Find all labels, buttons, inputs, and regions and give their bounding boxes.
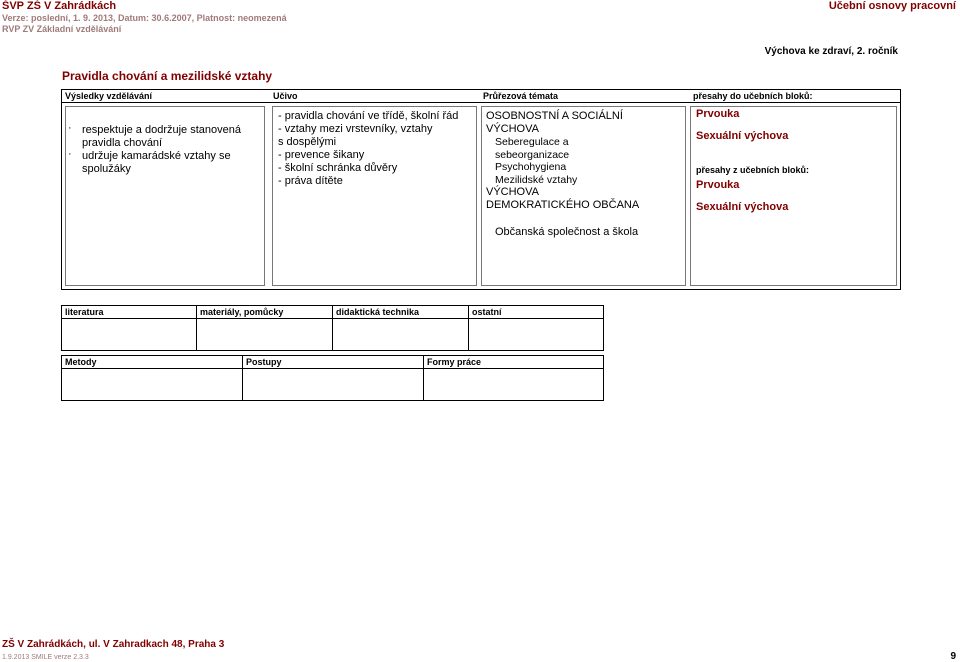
prurezova-content	[486, 110, 639, 239]
vysledek-text: respektuje a dodržuje stanovená pravidla chování	[82, 124, 241, 149]
list-item	[68, 150, 262, 175]
resources-cell	[197, 319, 333, 350]
curriculum-table	[61, 89, 901, 290]
bullet-icon: ·	[68, 122, 72, 134]
document-type: Učební osnovy pracovní	[828, 0, 956, 12]
presahy-z-item: Sexuální výchova	[696, 201, 789, 213]
header-ucivo: Učivo	[273, 91, 298, 101]
resources-table	[61, 305, 604, 351]
presahy-z-item: Prvouka	[696, 179, 740, 191]
vysledky-list	[68, 124, 262, 176]
vdo-heading: VÝCHOVA	[486, 186, 539, 198]
list-item	[68, 124, 262, 149]
methods-cell	[243, 369, 424, 400]
section-title: Pravidla chování a mezilidské vztahy	[62, 69, 273, 83]
header-formy-prace: Formy práce	[424, 356, 603, 369]
header-prurezova: Průřezová témata	[483, 91, 559, 101]
osv-items	[486, 136, 639, 186]
presahy-content	[696, 108, 809, 213]
ucivo-item: - pravidla chování ve třídě, školní řád	[278, 110, 459, 122]
ucivo-item: - práva dítěte	[278, 175, 343, 187]
osv-heading-2: VÝCHOVA	[486, 123, 539, 135]
osv-item: Seberegulace a	[495, 136, 569, 148]
header-ostatni: ostatní	[469, 306, 603, 319]
vdo-item: Občanská společnost a škola	[495, 226, 639, 238]
osv-item: Mezilidské vztahy	[495, 173, 578, 186]
methods-table	[61, 355, 604, 401]
header-literatura: literatura	[62, 306, 197, 319]
ucivo-item: - prevence šikany	[278, 149, 365, 161]
footer-version: 1.9.2013 SMILE verze 2.3.3	[2, 654, 89, 661]
header-postupy: Postupy	[243, 356, 424, 369]
page-number: 9	[950, 651, 956, 662]
rvp-line: RVP ZV Základní vzdělávání	[2, 24, 122, 34]
header-vysledky: Výsledky vzdělávání	[65, 91, 153, 101]
header-metody: Metody	[62, 356, 243, 369]
footer-school: ZŠ V Zahrádkách, ul. V Zahradkach 48, Praha 3	[2, 639, 225, 650]
presahy-z-label: přesahy z učebních bloků:	[696, 165, 810, 175]
header-presahy: přesahy do učebních bloků:	[693, 91, 813, 101]
header-materialy: materiály, pomůcky	[197, 306, 333, 319]
resources-cell	[62, 319, 197, 350]
ucivo-item: s dospělými	[278, 136, 337, 148]
school-title: ŠVP ZŠ V Zahrádkách	[2, 0, 117, 12]
ucivo-list	[278, 110, 458, 188]
presahy-do-item: Prvouka	[696, 108, 740, 120]
ucivo-item: - vztahy mezi vrstevníky, vztahy	[278, 123, 433, 135]
header-didakticka-technika: didaktická technika	[333, 306, 469, 319]
methods-cell	[62, 369, 243, 400]
osv-item: Psychohygiena	[495, 161, 567, 173]
vysledek-text: udržuje kamarádské vztahy se spolužáky	[82, 150, 231, 175]
resources-cell	[333, 319, 469, 350]
ucivo-item: - školní schránka důvěry	[278, 162, 398, 174]
bullet-icon: ·	[68, 148, 72, 160]
version-line: Verze: poslední, 1. 9. 2013, Datum: 30.6.2007, Platnost: neomezená	[2, 13, 287, 23]
subject-line: Výchova ke zdraví, 2. ročník	[764, 46, 898, 57]
vdo-items	[486, 226, 639, 239]
presahy-do-item: Sexuální výchova	[696, 130, 789, 142]
vdo-heading-2: DEMOKRATICKÉHO OBČANA	[486, 199, 640, 211]
osv-heading: OSOBNOSTNÍ A SOCIÁLNÍ	[486, 110, 623, 122]
osv-item: sebeorganizace	[495, 148, 570, 161]
